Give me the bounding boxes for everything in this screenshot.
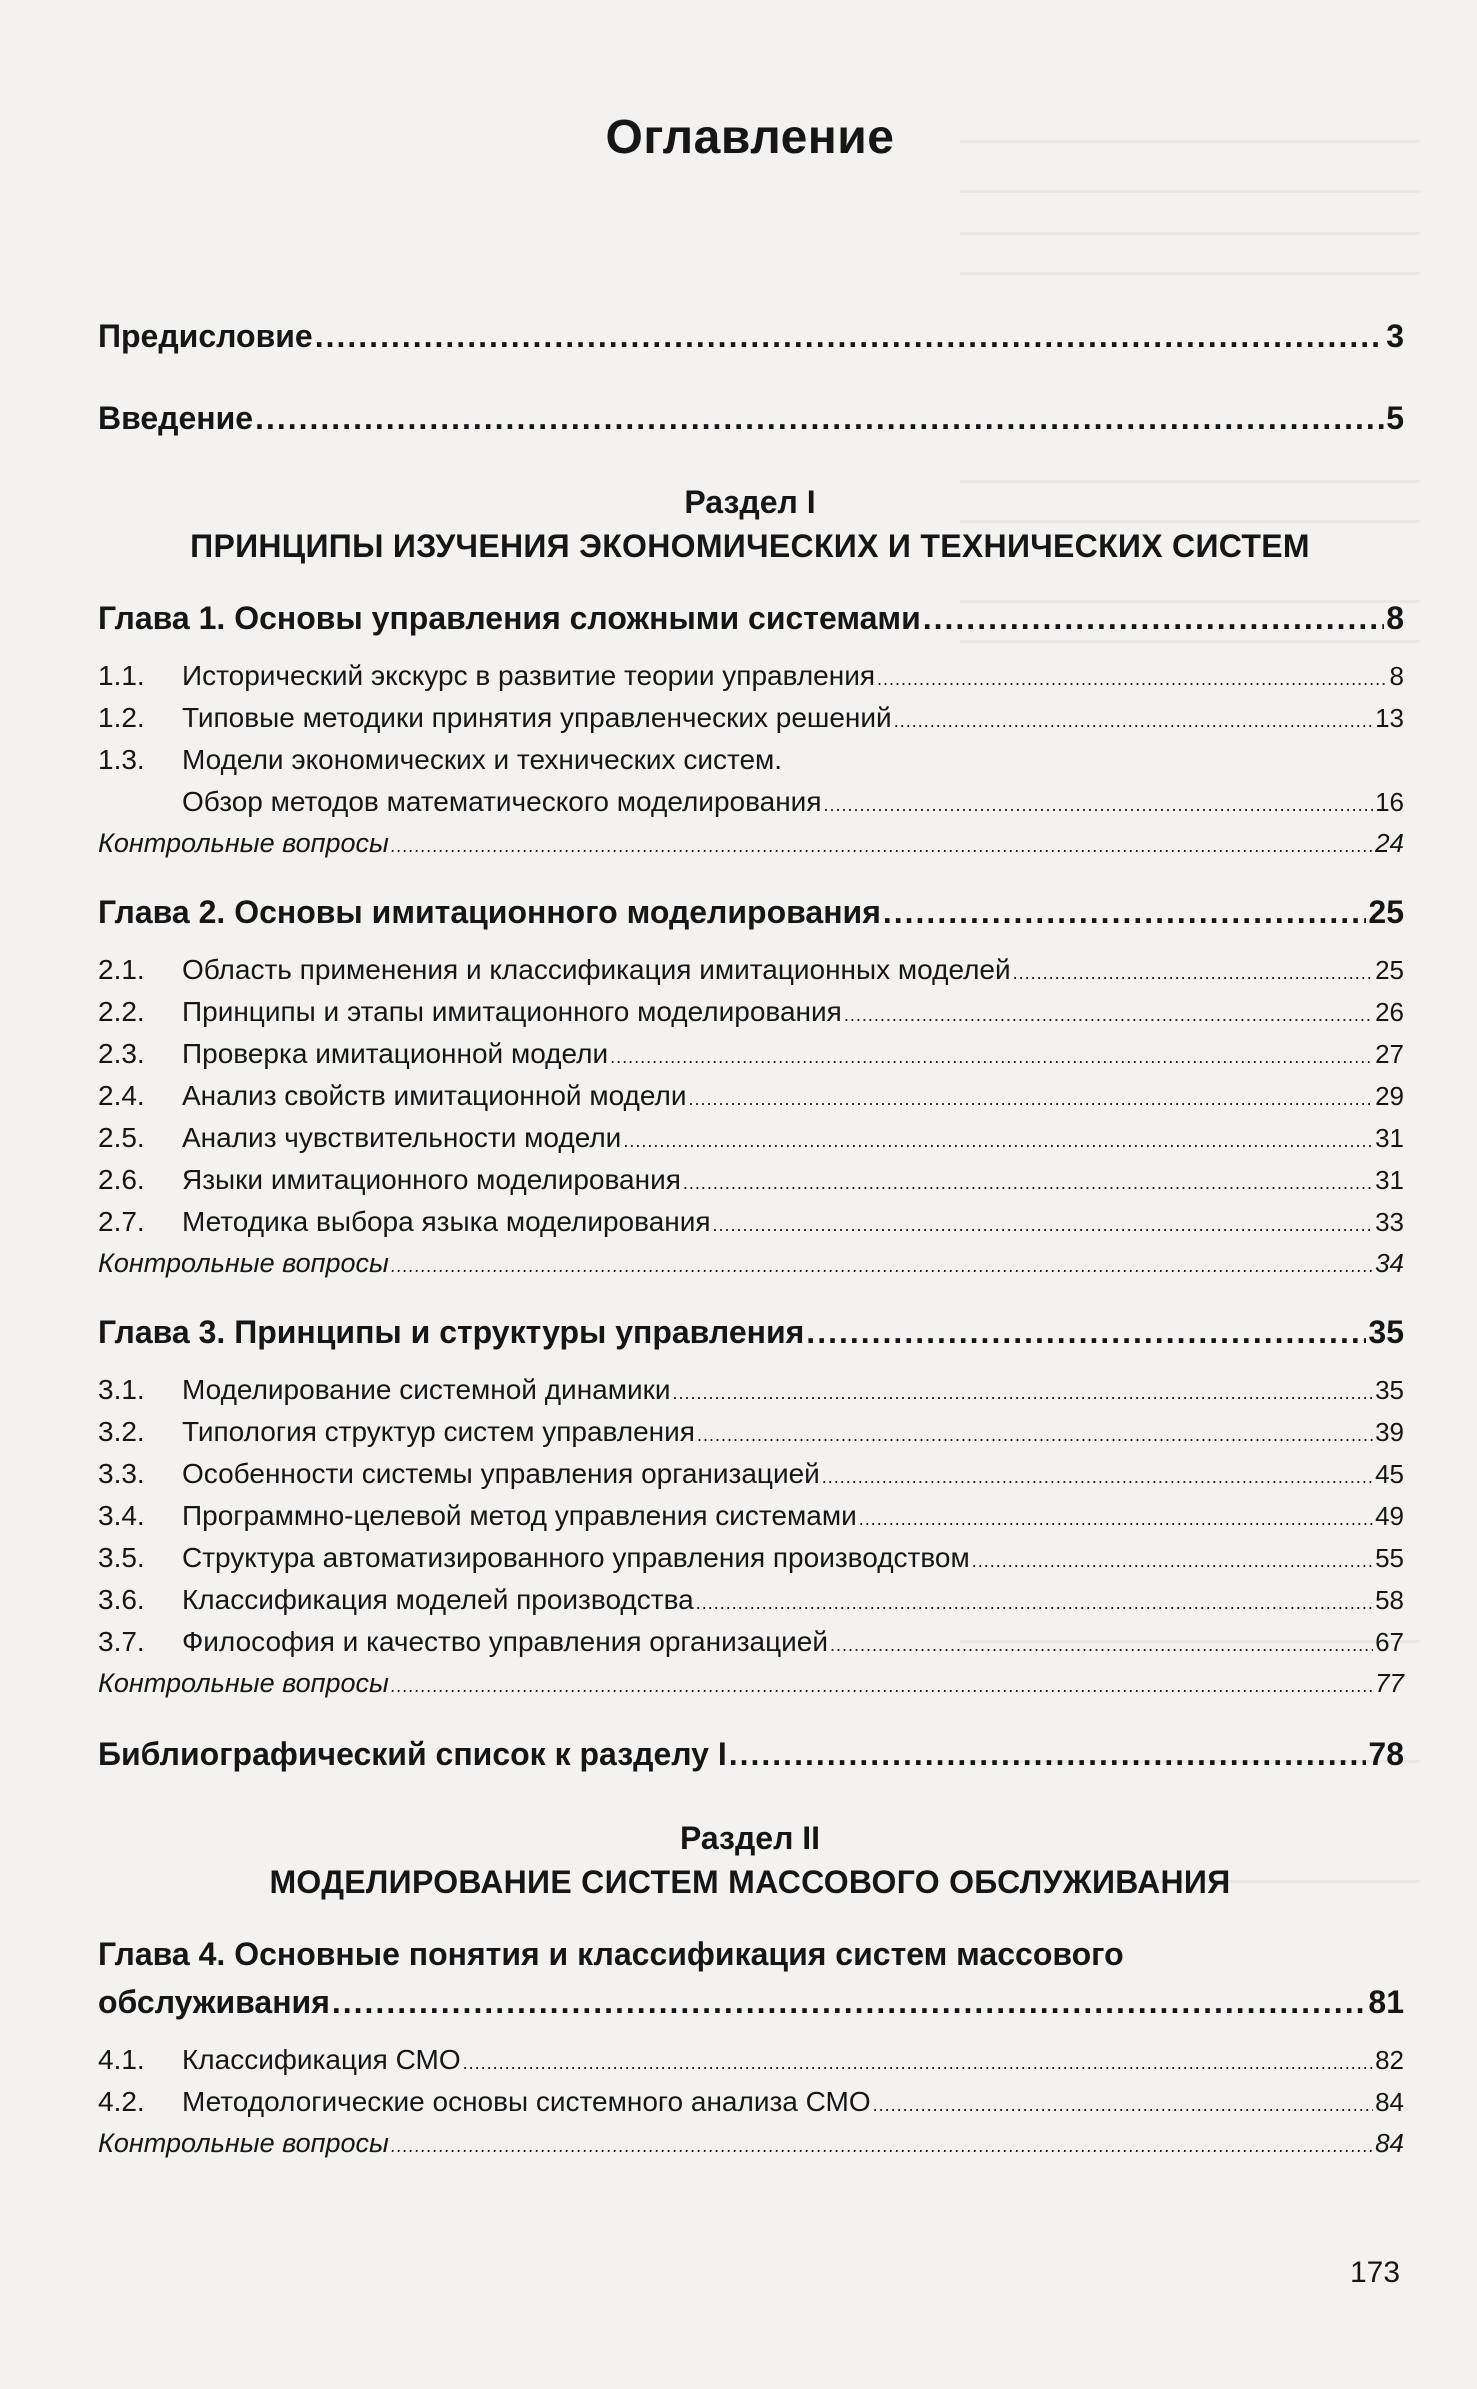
leader-dots — [822, 1467, 1373, 1488]
toc-control-questions[interactable] — [98, 1668, 1404, 1699]
leader-dots — [713, 1215, 1374, 1236]
entry-page: 67 — [1375, 1627, 1404, 1657]
entry-text: Моделирование системной динамики — [182, 1374, 671, 1405]
leader-dots — [255, 400, 1384, 437]
leader-dots — [610, 1047, 1373, 1068]
entry-text: Особенности системы управления организацией — [182, 1458, 820, 1489]
entry-page: 13 — [1375, 703, 1404, 733]
leader-dots — [877, 669, 1388, 690]
entry-page: 25 — [1375, 955, 1404, 985]
entry-page: 25 — [1368, 894, 1404, 930]
entry-text: Принципы и этапы имитационного моделирования — [182, 996, 842, 1027]
entry-page: 82 — [1375, 2045, 1404, 2075]
entry-number: 3.5. — [98, 1542, 145, 1573]
leader-dots — [729, 1736, 1367, 1773]
entry-page: 49 — [1375, 1501, 1404, 1531]
leader-dots — [894, 711, 1373, 732]
entry-number: 2.7. — [98, 1206, 145, 1237]
show-through — [960, 640, 1420, 643]
section-label: Раздел I — [684, 484, 816, 520]
entry-page: 8 — [1389, 661, 1404, 691]
entry-text: Проверка имитационной модели — [182, 1038, 609, 1069]
toc-chapter-4-line1[interactable]: Глава 4. Основные понятия и классификация систем массового — [98, 1936, 1124, 1972]
toc-control-questions[interactable] — [98, 828, 1404, 859]
entry-text: Классификация СМО — [182, 2044, 461, 2075]
entry-page: 35 — [1368, 1314, 1404, 1350]
entry-text: Обзор методов математического моделирования — [182, 786, 822, 817]
leader-dots — [391, 836, 1373, 857]
entry-text: Глава 3. Принципы и структуры управления — [98, 1314, 805, 1350]
entry-text: Контрольные вопросы — [98, 2128, 389, 2158]
entry-number: 3.6. — [98, 1584, 145, 1615]
entry-number: 2.4. — [98, 1080, 145, 1111]
entry-page: 78 — [1368, 1736, 1404, 1772]
entry-text: Методологические основы системного анализа СМО — [182, 2086, 871, 2117]
show-through — [960, 190, 1420, 193]
toc-entry[interactable] — [98, 996, 1404, 1028]
toc-entry[interactable] — [98, 1374, 1404, 1406]
leader-dots — [859, 1509, 1373, 1530]
entry-text: Структура автоматизированного управления производством — [182, 1542, 970, 1573]
entry-page: 3 — [1386, 318, 1404, 354]
entry-page: 16 — [1375, 787, 1404, 817]
toc-entry[interactable] — [98, 1080, 1404, 1112]
toc-entry[interactable] — [98, 2044, 1404, 2076]
section-title: МОДЕЛИРОВАНИЕ СИСТЕМ МАССОВОГО ОБСЛУЖИВАНИЯ — [269, 1864, 1231, 1900]
entry-text: Введение — [98, 400, 254, 436]
entry-text: Философия и качество управления организацией — [182, 1626, 829, 1657]
toc-entry[interactable] — [98, 954, 1404, 986]
toc-entry[interactable] — [98, 1458, 1404, 1490]
leader-dots — [883, 894, 1367, 931]
entry-number: 4.1. — [98, 2044, 145, 2075]
entry-text: Контрольные вопросы — [98, 1668, 389, 1698]
entry-number: 2.3. — [98, 1038, 145, 1069]
entry-number: 3.7. — [98, 1626, 145, 1657]
leader-dots — [923, 600, 1384, 637]
entry-page: 58 — [1375, 1585, 1404, 1615]
entry-number: 3.3. — [98, 1458, 145, 1489]
toc-entry-preface[interactable] — [98, 318, 1404, 355]
entry-number: 3.1. — [98, 1374, 145, 1405]
show-through — [960, 272, 1420, 275]
leader-dots — [972, 1551, 1373, 1572]
entry-text: Модели экономических и технических систем. — [182, 744, 783, 775]
entry-text: Методика выбора языка моделирования — [182, 1206, 711, 1237]
section-title: ПРИНЦИПЫ ИЗУЧЕНИЯ ЭКОНОМИЧЕСКИХ И ТЕХНИЧЕСКИХ СИСТЕМ — [190, 528, 1310, 564]
toc-entry[interactable] — [98, 660, 1404, 692]
toc-entry[interactable] — [98, 1542, 1404, 1574]
section-label: Раздел II — [679, 1820, 821, 1856]
entry-page: 55 — [1375, 1543, 1404, 1573]
leader-dots — [696, 1593, 1373, 1614]
entry-page: 34 — [1375, 1248, 1404, 1278]
entry-number: 1.3. — [98, 744, 145, 775]
toc-entry[interactable] — [98, 1416, 1404, 1448]
toc-bibliography-1[interactable] — [98, 1736, 1404, 1773]
entry-page: 31 — [1375, 1123, 1404, 1153]
entry-number: 3.4. — [98, 1500, 145, 1531]
entry-number: 2.1. — [98, 954, 145, 985]
entry-page: 27 — [1375, 1039, 1404, 1069]
toc-entry[interactable] — [98, 702, 1404, 734]
leader-dots — [697, 1425, 1373, 1446]
toc-entry[interactable] — [98, 744, 1404, 776]
toc-entry[interactable] — [98, 2086, 1404, 2118]
toc-entry[interactable] — [98, 1206, 1404, 1238]
entry-text: Контрольные вопросы — [98, 828, 389, 858]
entry-number: 2.6. — [98, 1164, 145, 1195]
toc-chapter-4[interactable] — [98, 1984, 1404, 2021]
entry-text: Языки имитационного моделирования — [182, 1164, 681, 1195]
entry-number: 3.2. — [98, 1416, 145, 1447]
leader-dots — [332, 1984, 1367, 2021]
entry-page: 24 — [1375, 828, 1404, 858]
toc-entry[interactable] — [98, 1584, 1404, 1616]
entry-text: Исторический экскурс в развитие теории управления — [182, 660, 875, 691]
entry-text: обслуживания — [98, 1984, 330, 2020]
entry-number: 1.1. — [98, 660, 145, 691]
leader-dots — [689, 1089, 1374, 1110]
toc-entry[interactable] — [98, 1626, 1404, 1658]
entry-text: Анализ чувствительности модели — [182, 1122, 622, 1153]
entry-page: 31 — [1375, 1165, 1404, 1195]
leader-dots — [873, 2095, 1373, 2116]
leader-dots — [463, 2053, 1373, 2074]
toc-entry[interactable] — [98, 1038, 1404, 1070]
leader-dots — [830, 1635, 1373, 1656]
entry-page: 81 — [1368, 1984, 1404, 2020]
entry-number: 2.2. — [98, 996, 145, 1027]
entry-text: Глава 1. Основы управления сложными системами — [98, 600, 921, 636]
page-title: Оглавление — [605, 111, 895, 164]
entry-page: 33 — [1375, 1207, 1404, 1237]
entry-number: 2.5. — [98, 1122, 145, 1153]
leader-dots — [391, 1676, 1373, 1697]
leader-dots — [844, 1005, 1373, 1026]
entry-text: Глава 2. Основы имитационного моделирования — [98, 894, 881, 930]
toc-control-questions[interactable] — [98, 2128, 1404, 2159]
entry-text: Программно-целевой метод управления системами — [182, 1500, 857, 1531]
entry-text: Типология структур систем управления — [182, 1416, 695, 1447]
entry-page: 77 — [1375, 1668, 1404, 1698]
leader-dots — [391, 2136, 1373, 2157]
entry-page: 8 — [1386, 600, 1404, 636]
leader-dots — [315, 318, 1384, 355]
toc-chapter-1[interactable] — [98, 600, 1404, 637]
leader-dots — [391, 1256, 1373, 1277]
page-number: 173 — [1350, 2256, 1401, 2289]
entry-page: 5 — [1386, 400, 1404, 436]
leader-dots — [824, 795, 1374, 816]
entry-page: 26 — [1375, 997, 1404, 1027]
show-through — [960, 480, 1420, 483]
entry-page: 45 — [1375, 1459, 1404, 1489]
entry-text: Классификация моделей производства — [182, 1584, 694, 1615]
entry-page: 84 — [1375, 2128, 1404, 2158]
leader-dots — [673, 1383, 1374, 1404]
entry-text: Анализ свойств имитационной модели — [182, 1080, 687, 1111]
toc-entry[interactable] — [98, 786, 1404, 818]
toc-entry[interactable] — [98, 1500, 1404, 1532]
leader-dots — [623, 1131, 1373, 1152]
toc-chapter-2[interactable] — [98, 894, 1404, 931]
entry-number: 1.2. — [98, 702, 145, 733]
toc-control-questions[interactable] — [98, 1248, 1404, 1279]
entry-text: Библиографический список к разделу I — [98, 1736, 727, 1772]
entry-page: 35 — [1375, 1375, 1404, 1405]
leader-dots — [1013, 963, 1373, 984]
toc-chapter-3[interactable] — [98, 1314, 1404, 1351]
toc-entry-intro[interactable] — [98, 400, 1404, 437]
entry-text: Типовые методики принятия управленческих решений — [182, 702, 892, 733]
leader-dots — [806, 1314, 1366, 1351]
toc-entry[interactable] — [98, 1122, 1404, 1154]
entry-text: Область применения и классификация имитационных моделей — [182, 954, 1011, 985]
entry-page: 29 — [1375, 1081, 1404, 1111]
toc-entry[interactable] — [98, 1164, 1404, 1196]
leader-dots — [683, 1173, 1373, 1194]
entry-text: Контрольные вопросы — [98, 1248, 389, 1278]
entry-page: 39 — [1375, 1417, 1404, 1447]
entry-page: 84 — [1375, 2087, 1404, 2117]
entry-text: Предисловие — [98, 318, 313, 354]
entry-number: 4.2. — [98, 2086, 145, 2117]
show-through — [960, 232, 1420, 235]
